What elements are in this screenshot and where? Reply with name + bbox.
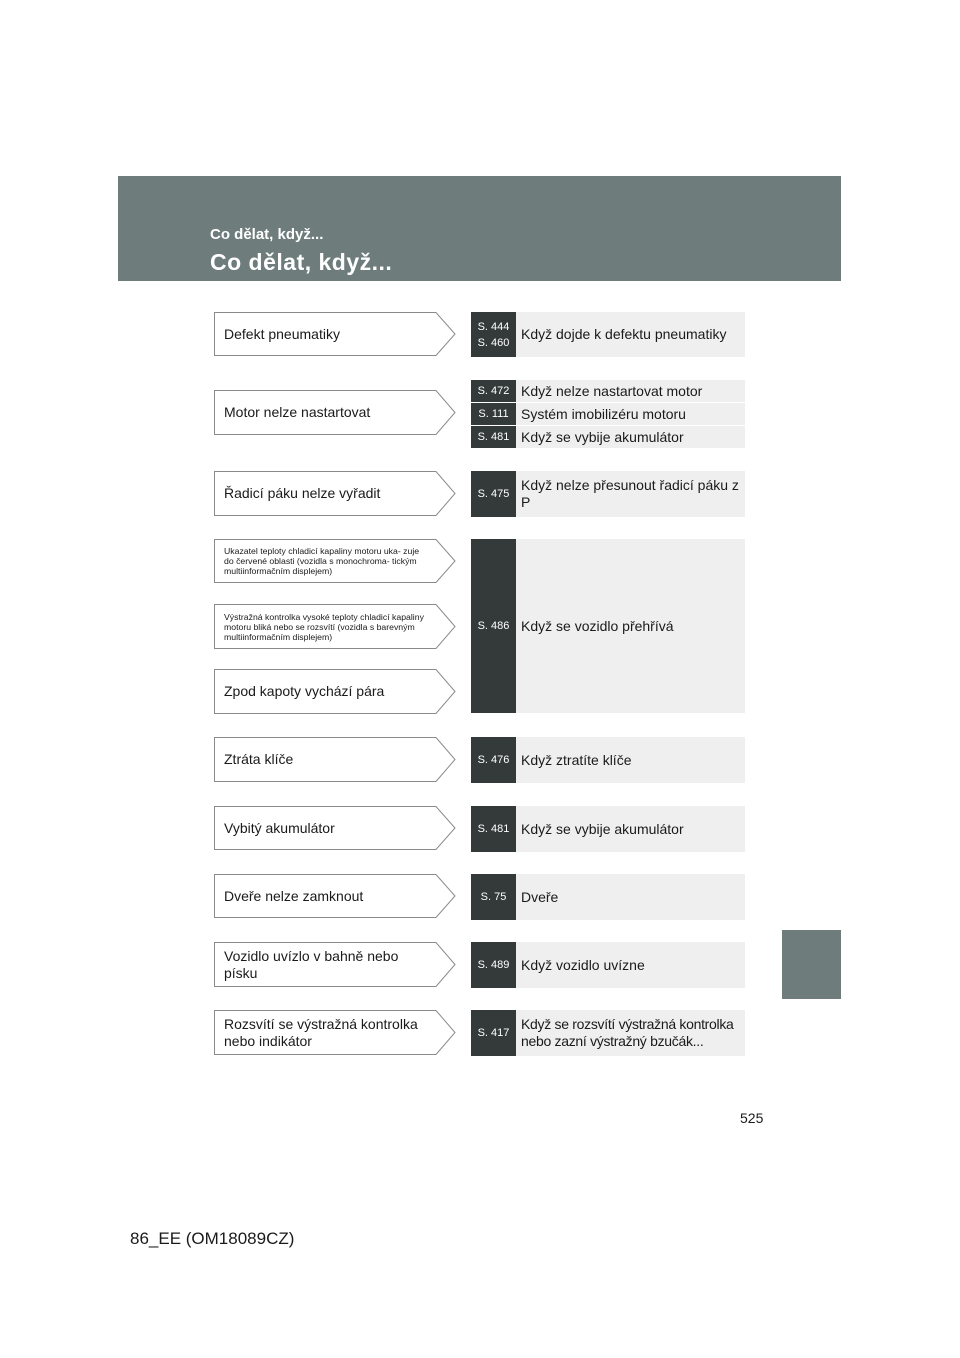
reference-text: Když vozidlo uvízne — [516, 942, 745, 988]
section-label: Co dělat, když... — [210, 226, 324, 243]
reference-row — [471, 312, 745, 357]
symptom-label: Vozidlo uvízlo v bahně nebo písku — [224, 947, 399, 981]
page-ref-label: S. 111 — [478, 408, 509, 420]
chapter-tab — [782, 930, 841, 999]
symptom-label: Zpod kapoty vychází pára — [224, 683, 385, 699]
reference-row — [471, 1010, 745, 1056]
symptom-box — [214, 539, 456, 583]
reference-row — [471, 942, 745, 988]
symptom-label: Vybitý akumulátor — [224, 819, 335, 836]
reference-text: Když nelze nastartovat motor — [516, 380, 745, 402]
reference-row — [471, 806, 745, 852]
reference-text: Když ztratíte klíče — [516, 737, 745, 783]
reference-text: Když se vybije akumulátor — [516, 426, 745, 448]
page-ref — [471, 806, 516, 852]
page-ref-label: S. 486 — [477, 620, 510, 632]
reference-text: Když se rozsvítí výstražná kontrolka nebo zazní výstražný bzučák... — [516, 1010, 745, 1056]
reference-text: Když dojde k defektu pneumatiky — [516, 312, 745, 357]
reference-row — [471, 403, 745, 425]
page-ref-label: S. 75 — [480, 891, 507, 903]
chapter-header — [118, 176, 841, 281]
page-ref — [471, 942, 516, 988]
page-ref — [471, 403, 516, 425]
page-ref-label: S. 476 — [477, 754, 510, 766]
reference-text: Dveře — [516, 874, 745, 920]
reference-row — [471, 539, 745, 713]
symptom-box — [214, 471, 456, 516]
page-ref — [471, 312, 516, 357]
symptom-box — [214, 1010, 456, 1055]
symptom-label: Řadicí páku nelze vyřadit — [224, 485, 381, 501]
symptom-label: Výstražná kontrolka vysoké teploty chladicí kapaliny motoru bliká nebo se rozsvítí (vozidla s barevným multiinformačním displejem) — [224, 611, 424, 642]
page-ref — [471, 426, 516, 448]
page-ref — [471, 874, 516, 920]
page-ref-label: S. 460 — [477, 336, 510, 349]
page-ref-label: S. 417 — [477, 1027, 510, 1039]
symptom-label: Ukazatel teploty chladicí kapaliny motoru uka- zuje do červené oblasti (vozidla s monochroma- tickým multiinformačním displejem) — [224, 546, 420, 576]
symptom-box — [214, 669, 456, 714]
page-ref — [471, 737, 516, 783]
page-number: 525 — [740, 1110, 764, 1126]
symptom-box — [214, 737, 456, 782]
reference-row — [471, 471, 745, 517]
reference-row — [471, 737, 745, 783]
page-ref — [471, 1010, 516, 1056]
page-ref-label: S. 489 — [477, 959, 510, 971]
page-ref-label: S. 472 — [477, 385, 510, 397]
symptom-box — [214, 390, 456, 435]
page-ref — [471, 380, 516, 402]
symptom-box — [214, 942, 456, 987]
symptom-box — [214, 874, 456, 918]
page-ref-label: S. 475 — [477, 488, 510, 500]
page-ref-label: S. 481 — [477, 431, 510, 443]
manual-code: 86_EE (OM18089CZ) — [130, 1229, 295, 1248]
reference-text: Když se vozidlo přehřívá — [516, 539, 745, 713]
reference-text: Když nelze přesunout řadicí páku z P — [516, 471, 745, 517]
page-ref — [471, 471, 516, 517]
symptom-box — [214, 806, 456, 850]
reference-row — [471, 426, 745, 448]
reference-text: Když se vybije akumulátor — [516, 806, 745, 852]
reference-row — [471, 380, 745, 402]
symptom-box — [214, 604, 456, 649]
symptom-box — [214, 312, 456, 356]
page-ref-label: S. 481 — [477, 823, 510, 835]
reference-row — [471, 874, 745, 920]
page-ref-label: S. 444 — [477, 320, 510, 333]
symptom-label: Dveře nelze zamknout — [224, 887, 364, 904]
reference-text: Systém imobilizéru motoru — [516, 403, 745, 425]
page-ref — [471, 539, 516, 713]
symptom-label: Motor nelze nastartovat — [224, 404, 371, 420]
page-title: Co dělat, když... — [210, 249, 393, 275]
symptom-label: Defekt pneumatiky — [224, 325, 340, 342]
symptom-label: Ztráta klíče — [224, 751, 294, 767]
symptom-label: Rozsvítí se výstražná kontrolka nebo indikátor — [224, 1015, 418, 1049]
